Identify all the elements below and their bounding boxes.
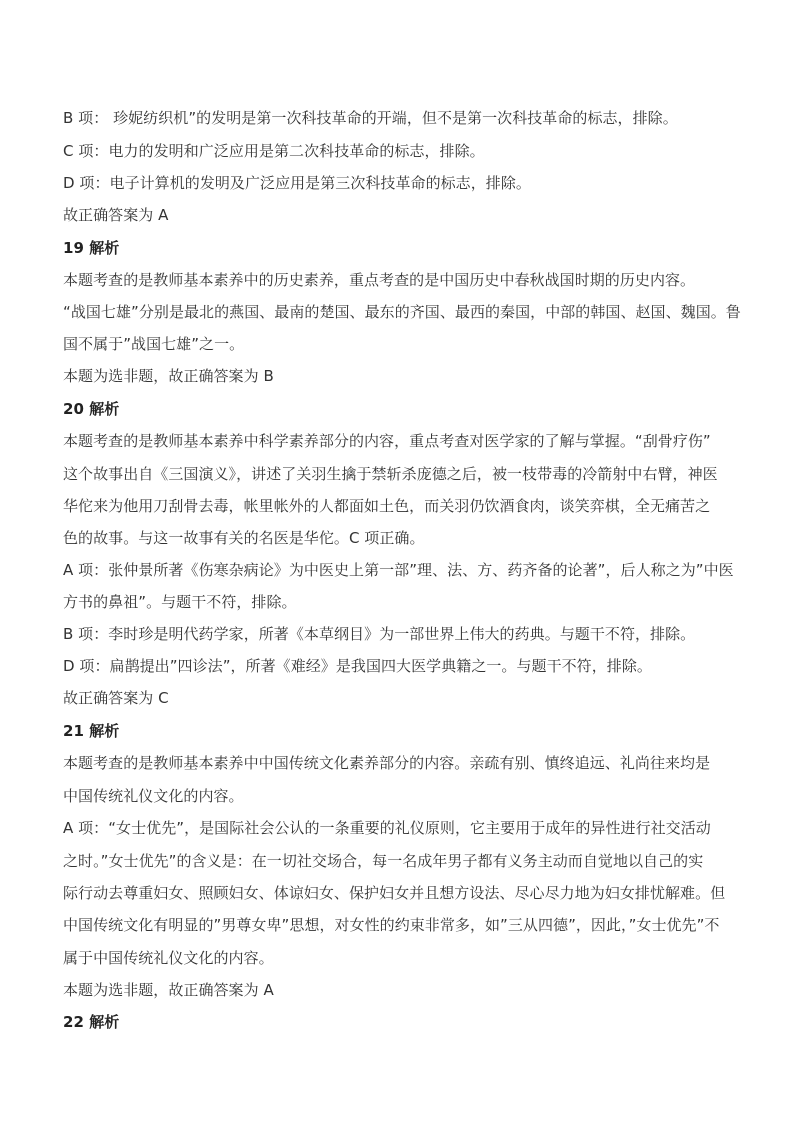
paragraph-line: 本题为选非题，故正确答案为 B: [63, 367, 274, 385]
paragraph-line: 本题考查的是教师基本素养中中国传统文化素养部分的内容。亲疏有别、慎终追远、礼尚往来均是: [63, 754, 711, 772]
paragraph-line: B 项：李时珍是明代药学家，所著《本草纲目》为一部世界上伟大的药典。与题干不符，排除。: [63, 625, 696, 643]
paragraph-line: 之时。”女士优先”的含义是：在一切社交场合，每一名成年男子都有义务主动而自觉地以自己的实: [63, 852, 704, 870]
section-heading: 21 解析: [63, 722, 120, 740]
paragraph-line: D 项：电子计算机的发明及广泛应用是第三次科技革命的标志，排除。: [63, 174, 531, 192]
paragraph-line: B 项： 珍妮纺织机”的发明是第一次科技革命的开端，但不是第一次科技革命的标志，排除。: [63, 109, 678, 127]
paragraph-line: A 项：“女士优先”，是国际社会公认的一条重要的礼仪原则，它主要用于成年的异性进行社交活动: [63, 819, 711, 837]
paragraph-line: 国不属于”战国七雄”之一。: [63, 335, 245, 353]
section-heading: 19 解析: [63, 239, 120, 257]
paragraph-line: D 项：扁鹊提出”四诊法”，所著《难经》是我国四大医学典籍之一。与题干不符，排除。: [63, 657, 652, 675]
paragraph-line: “战国七雄”分别是最北的燕国、最南的楚国、最东的齐国、最西的秦国，中部的韩国、赵国、魏国。鲁: [63, 303, 741, 321]
paragraph-line: 中国传统文化有明显的”男尊女卑”思想，对女性的约束非常多，如”三从四德”，因此，”女士优先”不: [63, 916, 720, 934]
section-heading: 22 解析: [63, 1013, 120, 1031]
paragraph-line: 本题为选非题，故正确答案为 A: [63, 981, 274, 999]
paragraph-line: 故正确答案为 C: [63, 689, 169, 707]
paragraph-line: 色的故事。与这一故事有关的名医是华佗。C 项正确。: [63, 529, 425, 547]
paragraph-line: 故正确答案为 A: [63, 206, 169, 224]
paragraph-line: 本题考查的是教师基本素养中科学素养部分的内容，重点考查对医学家的了解与掌握。“刮骨疗伤”: [63, 432, 711, 450]
paragraph-line: 这个故事出自《三国演义》，讲述了关羽生擒于禁斩杀庞德之后，被一枝带毒的冷箭射中右臂，神医: [63, 465, 718, 483]
paragraph-line: 华佗来为他用刀刮骨去毒，帐里帐外的人都面如土色，而关羽仍饮酒食肉，谈笑弈棋，全无痛苦之: [63, 497, 711, 515]
paragraph-line: A 项：张仲景所著《伤寒杂病论》为中医史上第一部”理、法、方、药齐备的论著”，后人称之为”中医: [63, 561, 734, 579]
paragraph-line: C 项：电力的发明和广泛应用是第二次科技革命的标志，排除。: [63, 142, 485, 160]
paragraph-line: 本题考查的是教师基本素养中的历史素养，重点考查的是中国历史中春秋战国时期的历史内容。: [63, 271, 696, 289]
paragraph-line: 中国传统礼仪文化的内容。: [63, 787, 244, 805]
paragraph-line: 方书的鼻祖”。与题干不符，排除。: [63, 593, 297, 611]
paragraph-line: 际行动去尊重妇女、照顾妇女、体谅妇女、保护妇女并且想方设法、尽心尽力地为妇女排忧解难。但: [63, 884, 726, 902]
paragraph-line: 属于中国传统礼仪文化的内容。: [63, 949, 274, 967]
section-heading: 20 解析: [63, 400, 120, 418]
